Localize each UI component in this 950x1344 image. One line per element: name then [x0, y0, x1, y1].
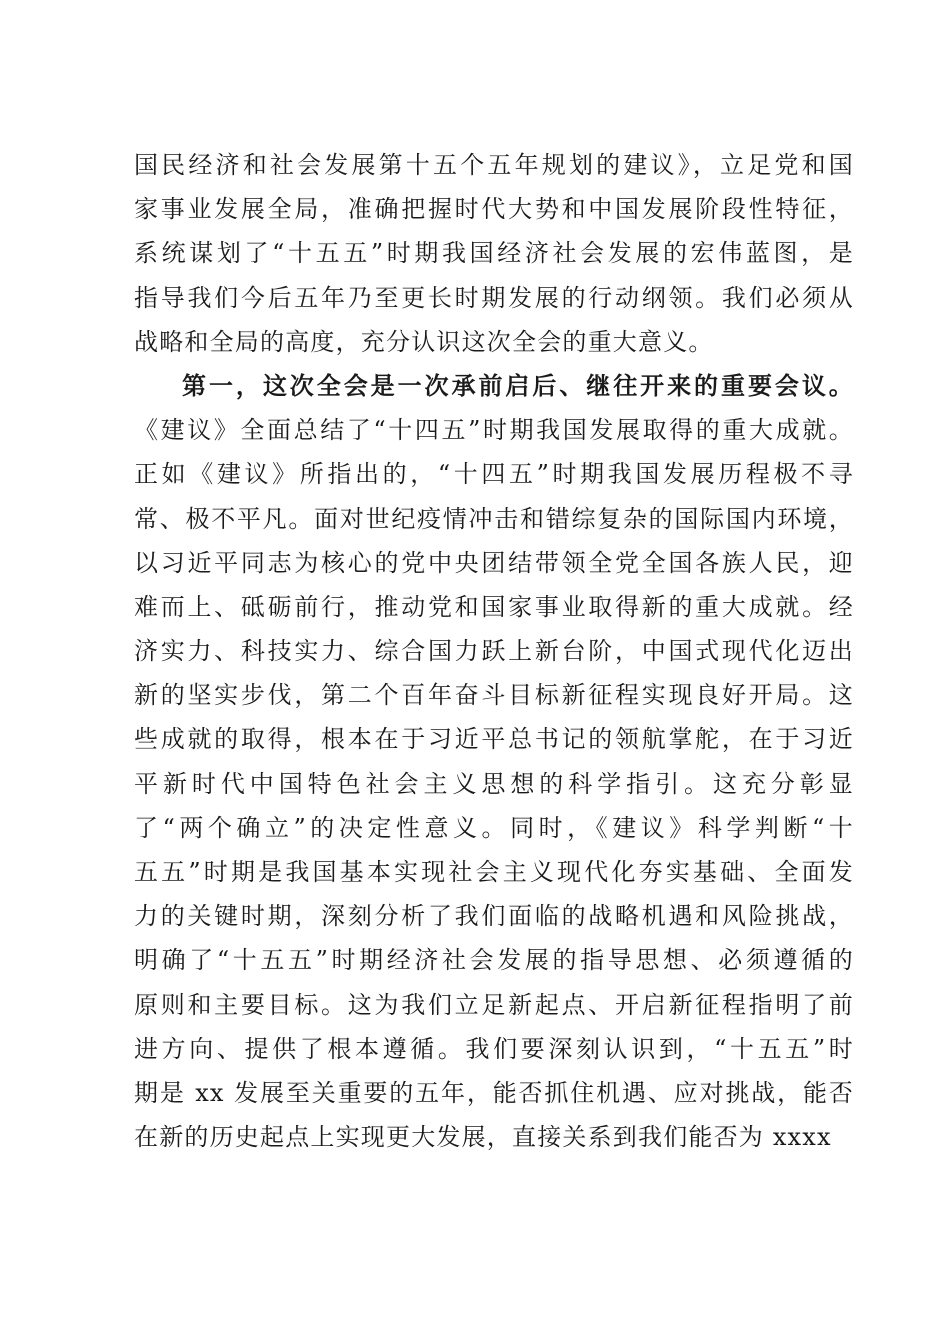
text-line: 原则和主要目标。这为我们立足新起点、开启新征程指明了前 [134, 990, 854, 1019]
section-heading: 第一，这次全会是一次承前启后、继往开来的重要会议。 [182, 370, 854, 400]
text-line: 《建议》全面总结了“十四五”时期我国发展取得的重大成就。 [134, 416, 854, 445]
text-line: 进方向、提供了根本遵循。我们要深刻认识到，“十五五”时 [134, 1034, 854, 1063]
text-line: 五五”时期是我国基本实现社会主义现代化夯实基础、全面发 [134, 858, 854, 886]
text-line: 在新的历史起点上实现更大发展，直接关系到我们能否为 xxxx [134, 1123, 832, 1152]
text-line: 平新时代中国特色社会主义思想的科学指引。这充分彰显 [134, 769, 854, 798]
text-line: 难而上、砥砺前行，推动党和国家事业取得新的重大成就。经 [134, 592, 854, 621]
text-line: 期是 xx 发展至关重要的五年，能否抓住机遇、应对挑战，能否 [134, 1078, 854, 1107]
text-line: 常、极不平凡。面对世纪疫情冲击和错综复杂的国际国内环境， [134, 504, 854, 533]
text-line: 些成就的取得，根本在于习近平总书记的领航掌舵，在于习近 [134, 725, 854, 754]
text-line: 国民经济和社会发展第十五个五年规划的建议》，立足党和国 [134, 151, 854, 179]
text-line: 正如《建议》所指出的，“十四五”时期我国发展历程极不寻 [134, 460, 854, 489]
text-line: 以习近平同志为核心的党中央团结带领全党全国各族人民，迎 [134, 548, 854, 577]
document-body [134, 143, 854, 1159]
text-line: 指导我们今后五年乃至更长时期发展的行动纲领。我们必须从 [134, 283, 854, 312]
paragraph-intro [134, 143, 854, 364]
text-line: 系统谋划了“十五五”时期我国经济社会发展的宏伟蓝图，是 [134, 239, 854, 268]
text-line: 了“两个确立”的决定性意义。同时，《建议》科学判断“十 [134, 813, 854, 842]
text-line: 明确了“十五五”时期经济社会发展的指导思想、必须遵循的 [134, 946, 854, 975]
text-line: 家事业发展全局，准确把握时代大势和中国发展阶段性特征， [134, 195, 854, 224]
text-line: 力的关键时期，深刻分析了我们面临的战略机遇和风险挑战， [134, 902, 854, 931]
text-line: 战略和全局的高度，充分认识这次全会的重大意义。 [134, 327, 714, 356]
text-line: 济实力、科技实力、综合国力跃上新台阶，中国式现代化迈出 [134, 637, 854, 666]
paragraph-first-point [134, 364, 854, 1159]
text-line: 新的坚实步伐，第二个百年奋斗目标新征程实现良好开局。这 [134, 681, 854, 710]
